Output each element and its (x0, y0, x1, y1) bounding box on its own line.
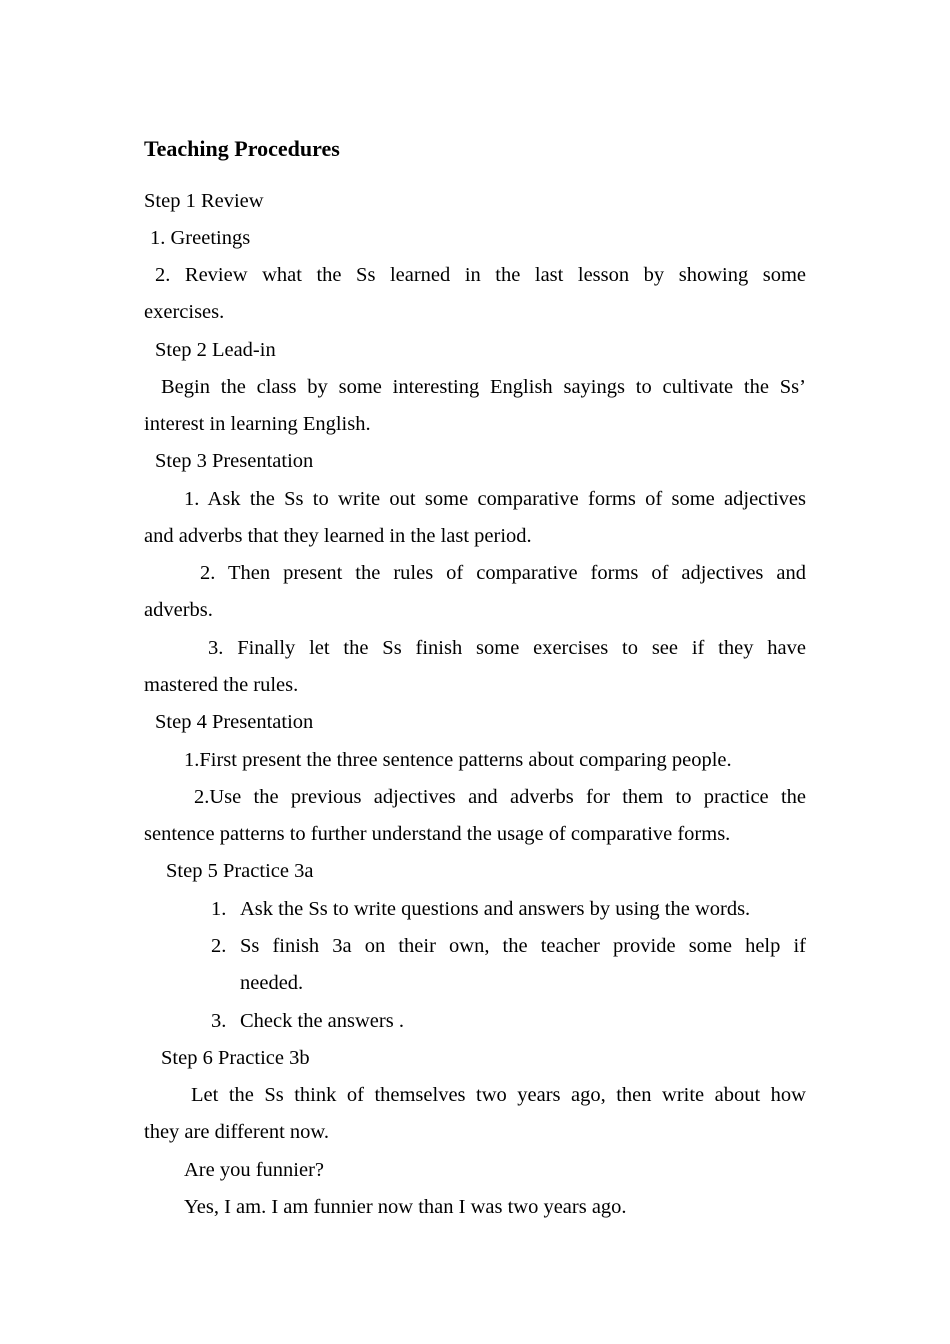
step5-item2-line2: needed. (240, 972, 304, 994)
step3-item3-line2: mastered the rules. (144, 674, 299, 696)
step5-item3-text: Check the answers . (240, 1010, 404, 1032)
step6-line2: they are different now. (144, 1121, 329, 1143)
step6-question: Are you funnier? (184, 1159, 325, 1181)
step2-line1: Begin the class by some interesting English sayings to cultivate the Ss’ (161, 376, 806, 398)
step4-item2-line2: sentence patterns to further understand the usage of comparative forms. (144, 823, 731, 845)
step6-line1: Let the Ss think of themselves two years ago, then write about how (191, 1084, 806, 1106)
step2-line2: interest in learning English. (144, 413, 371, 435)
step5-item2-number: 2. (211, 935, 227, 957)
step4-heading: Step 4 Presentation (155, 711, 314, 733)
step5-item1-number: 1. (211, 898, 227, 920)
step5-heading: Step 5 Practice 3a (166, 860, 314, 882)
step1-item2-line1: 2. Review what the Ss learned in the last lesson by showing some (155, 264, 806, 286)
step2-heading: Step 2 Lead-in (155, 339, 276, 361)
step4-item1: 1.First present the three sentence patterns about comparing people. (184, 749, 732, 771)
step5-item1-text: Ask the Ss to write questions and answers by using the words. (240, 898, 751, 920)
step4-item2-line1: 2.Use the previous adjectives and adverbs for them to practice the (194, 786, 806, 808)
step3-item2-line2: adverbs. (144, 599, 213, 621)
step1-heading: Step 1 Review (144, 190, 264, 212)
page-title: Teaching Procedures (144, 136, 340, 161)
step6-heading: Step 6 Practice 3b (161, 1047, 310, 1069)
step1-item2-line2: exercises. (144, 301, 225, 323)
step5-item3-number: 3. (211, 1010, 227, 1032)
step3-item1-line2: and adverbs that they learned in the last period. (144, 525, 532, 547)
step5-item2-line1: Ss finish 3a on their own, the teacher provide some help if (240, 935, 806, 957)
step3-item2-line1: 2. Then present the rules of comparative forms of adjectives and (200, 562, 806, 584)
step1-item1: 1. Greetings (150, 227, 251, 249)
step3-item3-line1: 3. Finally let the Ss finish some exercises to see if they have (208, 637, 806, 659)
step6-answer: Yes, I am. I am funnier now than I was two years ago. (184, 1196, 627, 1218)
step3-item1-line1: 1. Ask the Ss to write out some comparative forms of some adjectives (184, 488, 806, 510)
step3-heading: Step 3 Presentation (155, 450, 314, 472)
